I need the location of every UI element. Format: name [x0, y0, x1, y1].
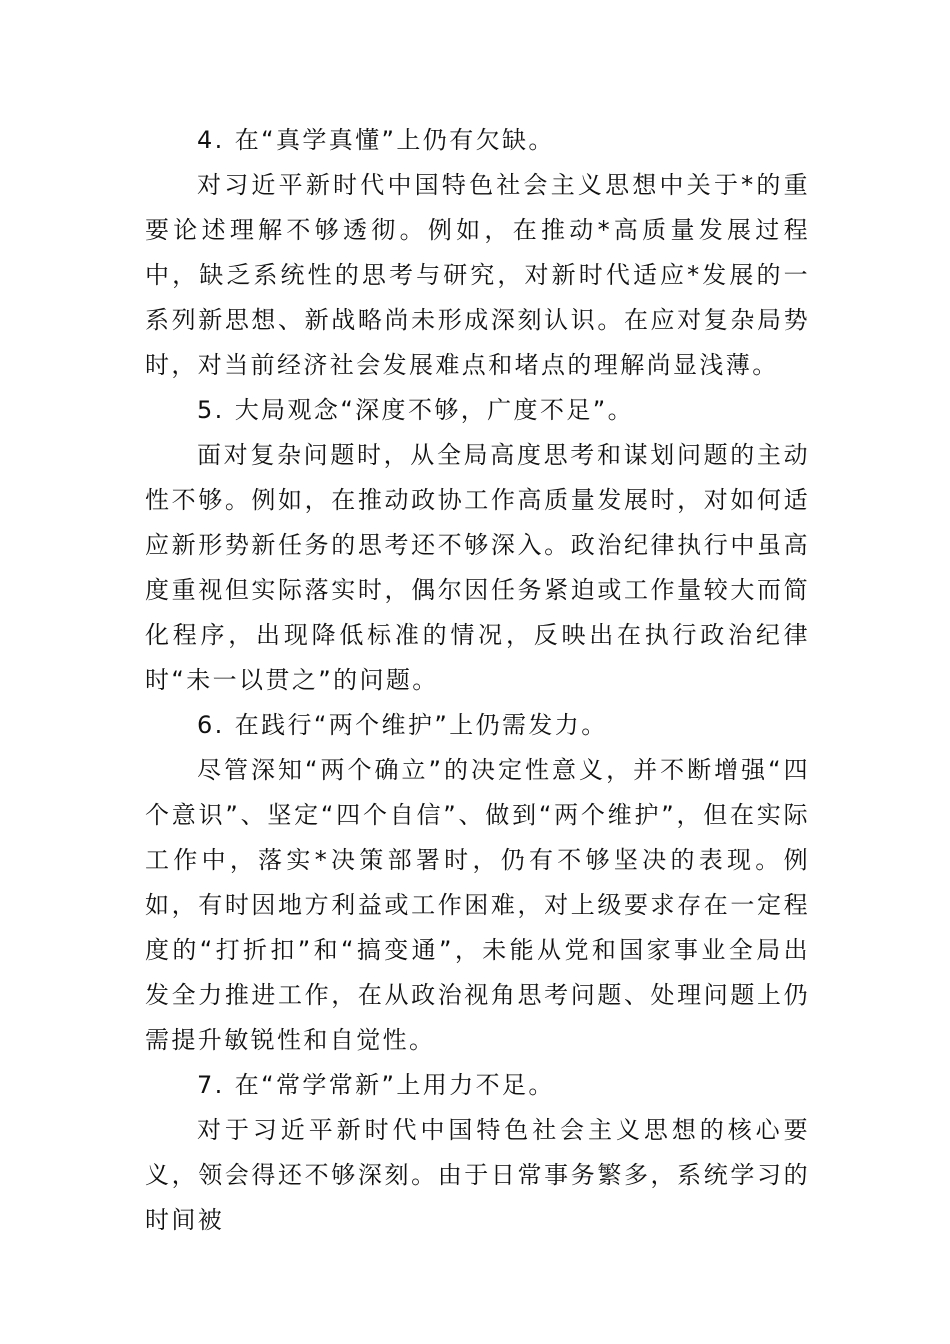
section-paragraph-6: 尽管深知“两个确立”的决定性意义，并不断增强“四个意识”、坚定“四个自信”、做到“两个维护”，但在实际工作中，落实*决策部署时，仍有不够坚决的表现。例如，有时因地方利益或工作困难，对上级要求存在一定程度的“打折扣”和“搞变通”，未能从党和国家事业全局出发全力推进工作，在从政治视角思考问题、处理问题上仍需提升敏锐性和自觉性。	[145, 756, 810, 1054]
section-paragraph-4: 对习近平新时代中国特色社会主义思想中关于*的重要论述理解不够透彻。例如，在推动*高质量发展过程中，缺乏系统性的思考与研究，对新时代适应*发展的一系列新思想、新战略尚未形成深刻认识。在应对复杂局势时，对当前经济社会发展难点和堵点的理解尚显浅薄。	[145, 171, 810, 379]
section-paragraph-5: 面对复杂问题时，从全局高度思考和谋划问题的主动性不够。例如，在推动政协工作高质量发展时，对如何适应新形势新任务的思考还不够深入。政治纪律执行中虽高度重视但实际落实时，偶尔因任务紧迫或工作量较大而简化程序，出现降低标准的情况，反映出在执行政治纪律时“未一以贯之”的问题。	[145, 441, 810, 694]
section-heading-7: 7. 在“常学常新”上用力不足。	[197, 1071, 555, 1099]
section-paragraph-7: 对于习近平新时代中国特色社会主义思想的核心要义，领会得还不够深刻。由于日常事务繁多，系统学习的时间被	[145, 1116, 810, 1234]
section-heading-5: 5. 大局观念“深度不够，广度不足”。	[197, 396, 634, 424]
section-heading-4: 4. 在“真学真懂”上仍有欠缺。	[197, 126, 555, 154]
document-body	[145, 118, 810, 1243]
section-heading-6: 6. 在践行“两个维护”上仍需发力。	[197, 711, 608, 739]
